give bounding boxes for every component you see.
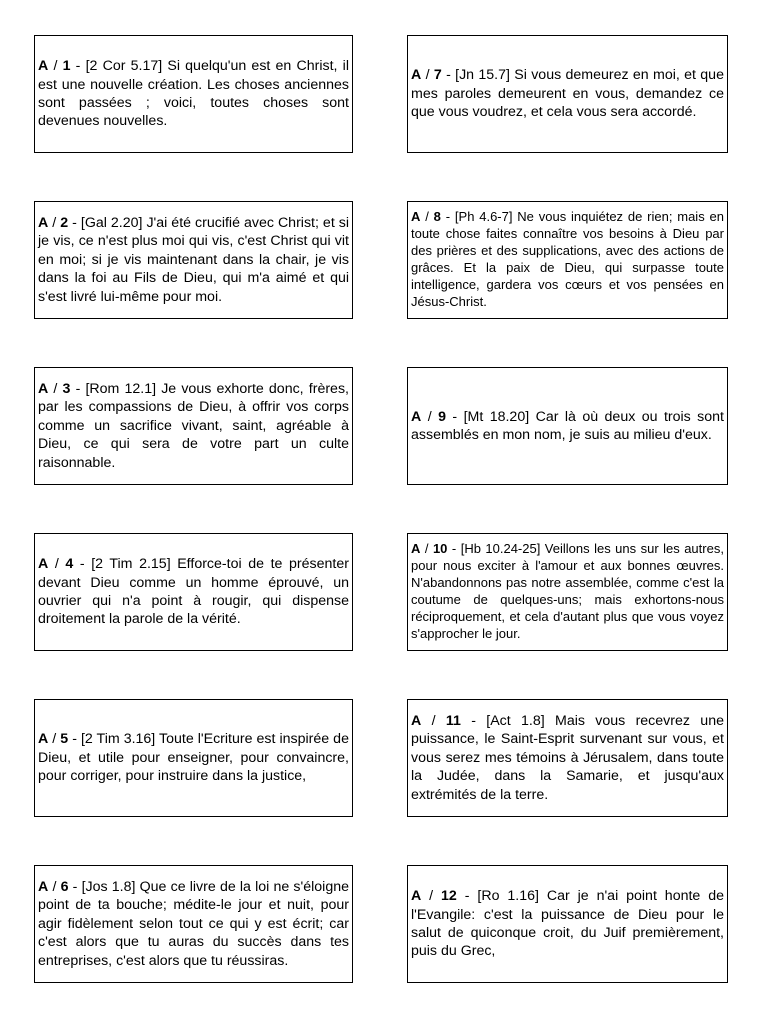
verse-card-8 [407,201,728,319]
verse-card-text [38,730,349,785]
verse-card-5 [34,699,353,817]
verse-text: [2 Tim 3.16] Toute l'Ecriture est inspirée de Dieu, et utile pour enseigner, pour convaincre, pour corriger, pour instruire dans la justice, [38,731,349,785]
series-letter: A [411,408,422,425]
verse-card-text [38,380,349,472]
verse-card-7 [407,35,728,153]
series-letter: A [38,58,49,75]
dash: - [75,380,81,397]
dash: - [72,731,77,748]
verse-number: 12 [441,888,457,905]
series-letter: A [411,712,422,729]
verse-card-text [411,408,724,445]
verse-number: 10 [432,541,448,557]
verse-number: 7 [433,67,442,84]
verse-card-9 [407,367,728,485]
verse-card-text [411,887,724,961]
separator: / [425,67,430,84]
dash: - [452,408,458,425]
series-letter: A [411,888,422,905]
verse-text: [2 Tim 2.15] Efforce-toi de te présenter devant Dieu comme un homme éprouvé, un ouvrier qui n'a point à rougir, qui dispense droitement la parole de la vérité. [38,556,349,628]
dash: - [464,888,470,905]
verse-card-4 [34,533,353,651]
series-letter: A [411,67,422,84]
series-letter: A [411,209,421,225]
separator: / [54,556,59,573]
verse-card-text [411,541,724,642]
verse-number: 1 [62,58,71,75]
verse-card-10 [407,533,728,651]
verse-number: 11 [445,712,461,729]
series-letter: A [38,731,49,748]
verse-card-1 [34,35,353,153]
verse-card-11 [407,699,728,817]
separator: / [425,209,429,225]
verse-card-6 [34,865,353,983]
dash: - [471,712,476,729]
verse-number: 8 [433,209,441,225]
verse-card-text [411,209,724,310]
separator: / [431,712,436,729]
verse-card-text [411,712,724,804]
dash: - [451,541,457,557]
verse-number: 3 [62,380,71,397]
verse-text: [Act 1.8] Mais vous recevrez une puissance, le Saint-Esprit survenant sur vous, et vous serez mes témoins à Jérusalem, dans toute la Judée, dans la Samarie, et jusqu'aux extrémités de la terre. [411,712,724,803]
separator: / [429,888,434,905]
separator: / [53,380,58,397]
verse-text: [Ro 1.16] Car je n'ai point honte de l'Evangile: c'est la puissance de Dieu pour le salut de quiconque croit, du Juif premièrement, puis du Grec, [411,888,724,960]
series-letter: A [38,556,49,573]
series-letter: A [38,380,49,397]
separator: / [424,541,429,557]
verse-text: [Hb 10.24-25] Veillons les uns sur les autres, pour nous exciter à l'amour et aux bonnes œuvres. N'abandonnons pas notre assemblée, comme c'est la coutume de quelques-uns; mais exhortons-nous réciproquement, et cela d'autant plus que vous voyez s'approcher le jour. [411,541,724,641]
series-letter: A [411,541,421,557]
verse-text: [2 Cor 5.17] Si quelqu'un est en Christ, il est une nouvelle création. Les choses anciennes sont passées ; voici, toutes choses sont devenues nouvelles. [38,58,349,130]
verse-number: 2 [60,214,69,231]
series-letter: A [38,878,49,895]
verse-card-text [38,555,349,629]
dash: - [72,214,77,231]
series-letter: A [38,214,49,231]
verse-text: [Ph 4.6-7] Ne vous inquiétez de rien; mais en toute chose faites connaître vos besoins à Dieu par des prières et des supplications, avec des actions de grâces. Et la paix de Dieu, qui surpasse toute intelligence, gardera vos cœurs et vos pensées en Jésus-Christ. [411,209,724,309]
verse-card-text [38,57,349,131]
verse-number: 5 [60,731,69,748]
dash: - [79,556,85,573]
verse-number: 6 [60,878,69,895]
verse-card-2 [34,201,353,319]
verse-text: [Gal 2.20] J'ai été crucifié avec Christ; et si je vis, ce n'est plus moi qui vis, c'est Christ qui vit en moi; si je vis maintenant dans la chair, je vis dans la foi au Fils de Dieu, qui m'a aimé et qui s'est livré lui-même pour moi. [38,214,350,305]
verse-text: [Rom 12.1] Je vous exhorte donc, frères, par les compassions de Dieu, à offrir vos corps comme un sacrifice vivant, saint, agréable à Dieu, ce qui sera de votre part un culte raisonnable. [38,380,349,471]
separator: / [427,408,432,425]
verse-card-text [411,66,724,121]
separator: / [52,878,57,895]
dash: - [75,58,81,75]
verse-card-12 [407,865,728,983]
verse-text: [Jos 1.8] Que ce livre de la loi ne s'éloigne point de ta bouche; médite-le jour et nuit, pour agir fidèlement selon tout ce qui y est écrit; car c'est alors que tu auras du succès dans tes entreprises, c'est alors que tu réussiras. [38,878,349,969]
separator: / [52,731,57,748]
verse-card-text [38,878,349,970]
separator: / [52,214,57,231]
dash: - [72,878,78,895]
verse-number: 9 [438,408,446,425]
separator: / [53,58,58,75]
verse-text: [Jn 15.7] Si vous demeurez en moi, et que mes paroles demeurent en vous, demandez ce que vous voudrez, et cela vous sera accordé. [411,67,724,121]
verse-card-3 [34,367,353,485]
verse-number: 4 [65,556,74,573]
verse-text: [Mt 18.20] Car là où deux ou trois sont assemblés en mon nom, je suis au milieu d'eux. [411,408,724,443]
verse-card-text [38,214,349,306]
dash: - [446,67,451,84]
dash: - [445,209,451,225]
